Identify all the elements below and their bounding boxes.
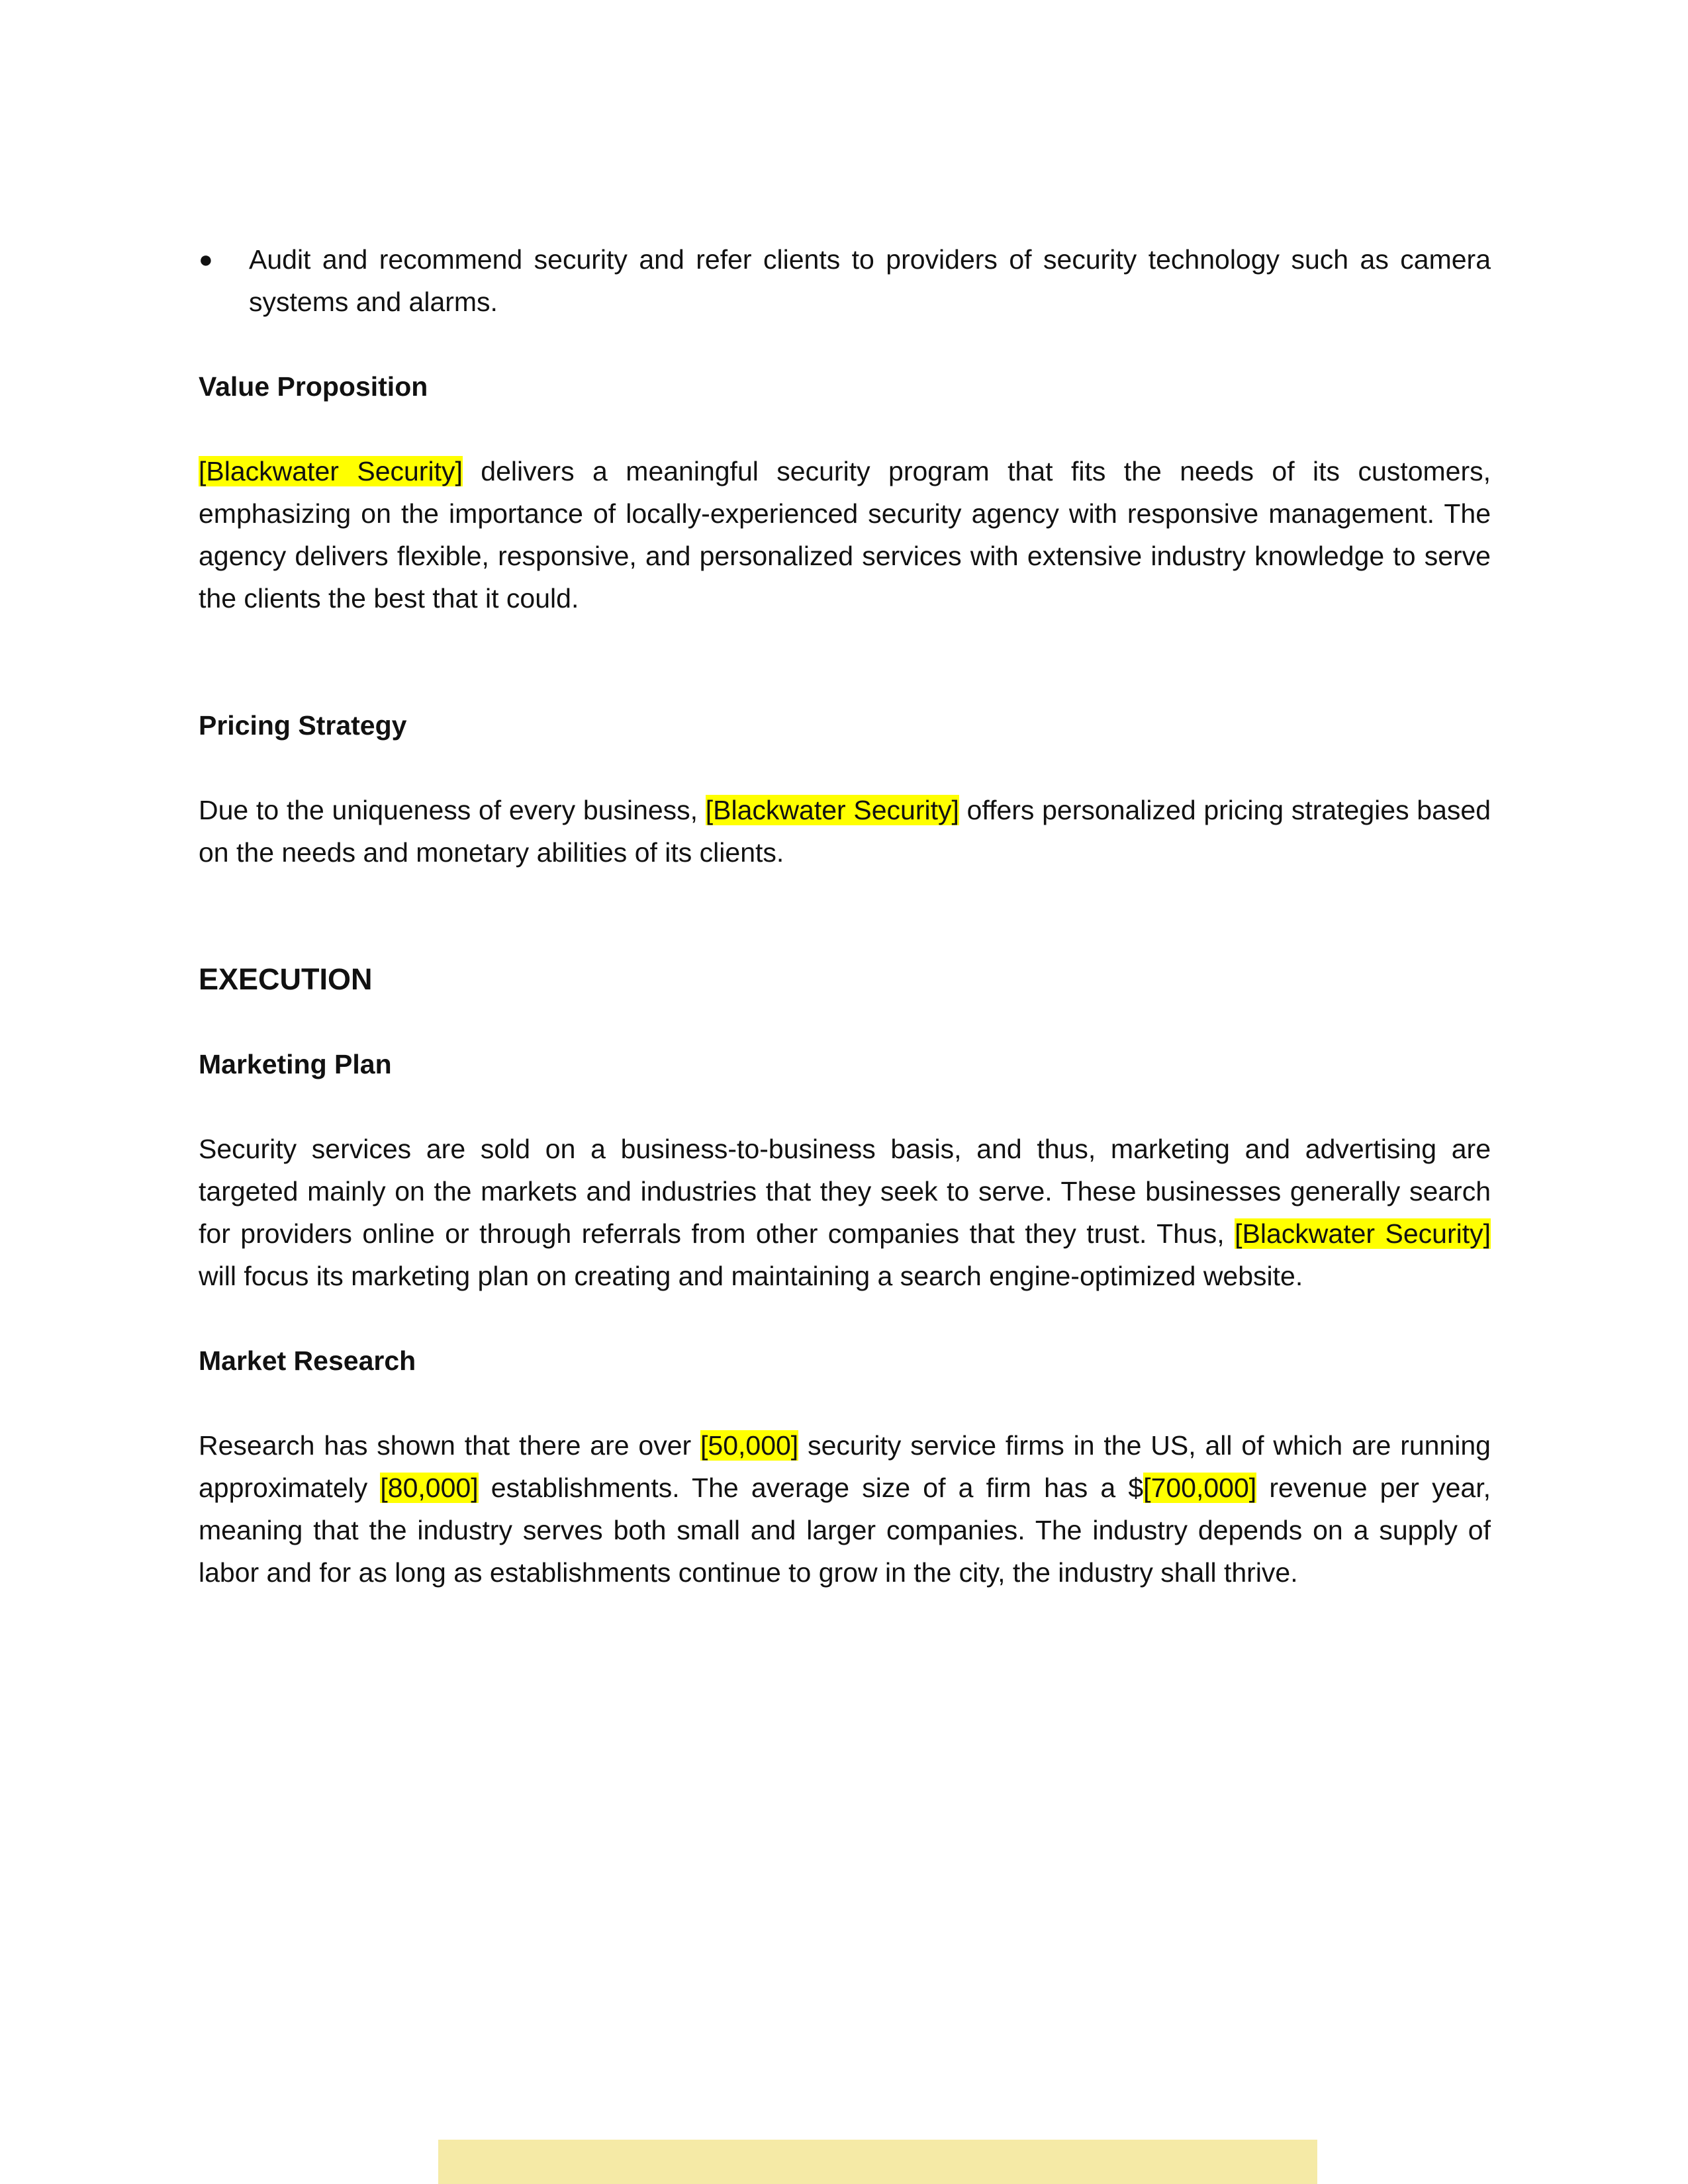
bullet-mark: ● [199, 246, 213, 273]
marketing-plan-body-after: will focus its marketing plan on creating and maintaining a search engine-optimized website. [199, 1261, 1303, 1291]
marketing-plan-paragraph [199, 1128, 1491, 1297]
pricing-strategy-body-before: Due to the uniqueness of every business, [199, 795, 706, 825]
market-research-part2: security service firms in the US, all of which are running approximately [199, 1430, 1491, 1503]
company-name-highlight: [Blackwater Security] [1235, 1218, 1491, 1249]
market-research-part4: revenue per year, meaning that the industry serves both small and larger companies. The industry depends on a supply of labor and for as long as establishments continue to grow in the city, the industry shall thrive. [199, 1473, 1491, 1588]
bullet-item [199, 238, 1491, 323]
marketing-plan-body-before: Security services are sold on a business-to-business basis, and thus, marketing and advertising are targeted mainly on the markets and industries that they seek to serve. These businesses generally search for providers online or through referrals from other companies that they trust. Thus, [199, 1134, 1491, 1249]
firms-count-highlight: [50,000] [700, 1430, 799, 1461]
footer-bar [438, 2140, 1317, 2184]
execution-heading: EXECUTION [199, 962, 373, 996]
pricing-strategy-heading: Pricing Strategy [199, 710, 407, 741]
document-page [199, 238, 1491, 1594]
value-proposition-body: delivers a meaningful security program that fits the needs of its customers, emphasizing on the importance of locally-experienced security agency with responsive management. The agency delivers flexible, responsive, and personalized services with extensive industry knowledge to serve the clients the best that it could. [199, 456, 1491, 614]
value-proposition-heading: Value Proposition [199, 371, 428, 402]
market-research-part1: Research has shown that there are over [199, 1430, 701, 1461]
bullet-text: Audit and recommend security and refer clients to providers of security technology such as camera systems and alarms. [249, 244, 1491, 317]
market-research-part3: establishments. The average size of a firm has a $ [478, 1473, 1144, 1503]
value-proposition-paragraph [199, 450, 1491, 619]
company-name-highlight: [Blackwater Security] [705, 795, 959, 825]
marketing-plan-heading: Marketing Plan [199, 1049, 392, 1079]
company-name-highlight: [Blackwater Security] [199, 456, 463, 486]
market-research-paragraph [199, 1424, 1491, 1594]
establishments-count-highlight: [80,000] [380, 1473, 479, 1503]
pricing-strategy-paragraph [199, 789, 1491, 874]
revenue-highlight: [700,000] [1143, 1473, 1257, 1503]
market-research-heading: Market Research [199, 1345, 416, 1376]
pricing-strategy-body-after: offers personalized pricing strategies based on the needs and monetary abilities of its clients. [199, 795, 1491, 868]
